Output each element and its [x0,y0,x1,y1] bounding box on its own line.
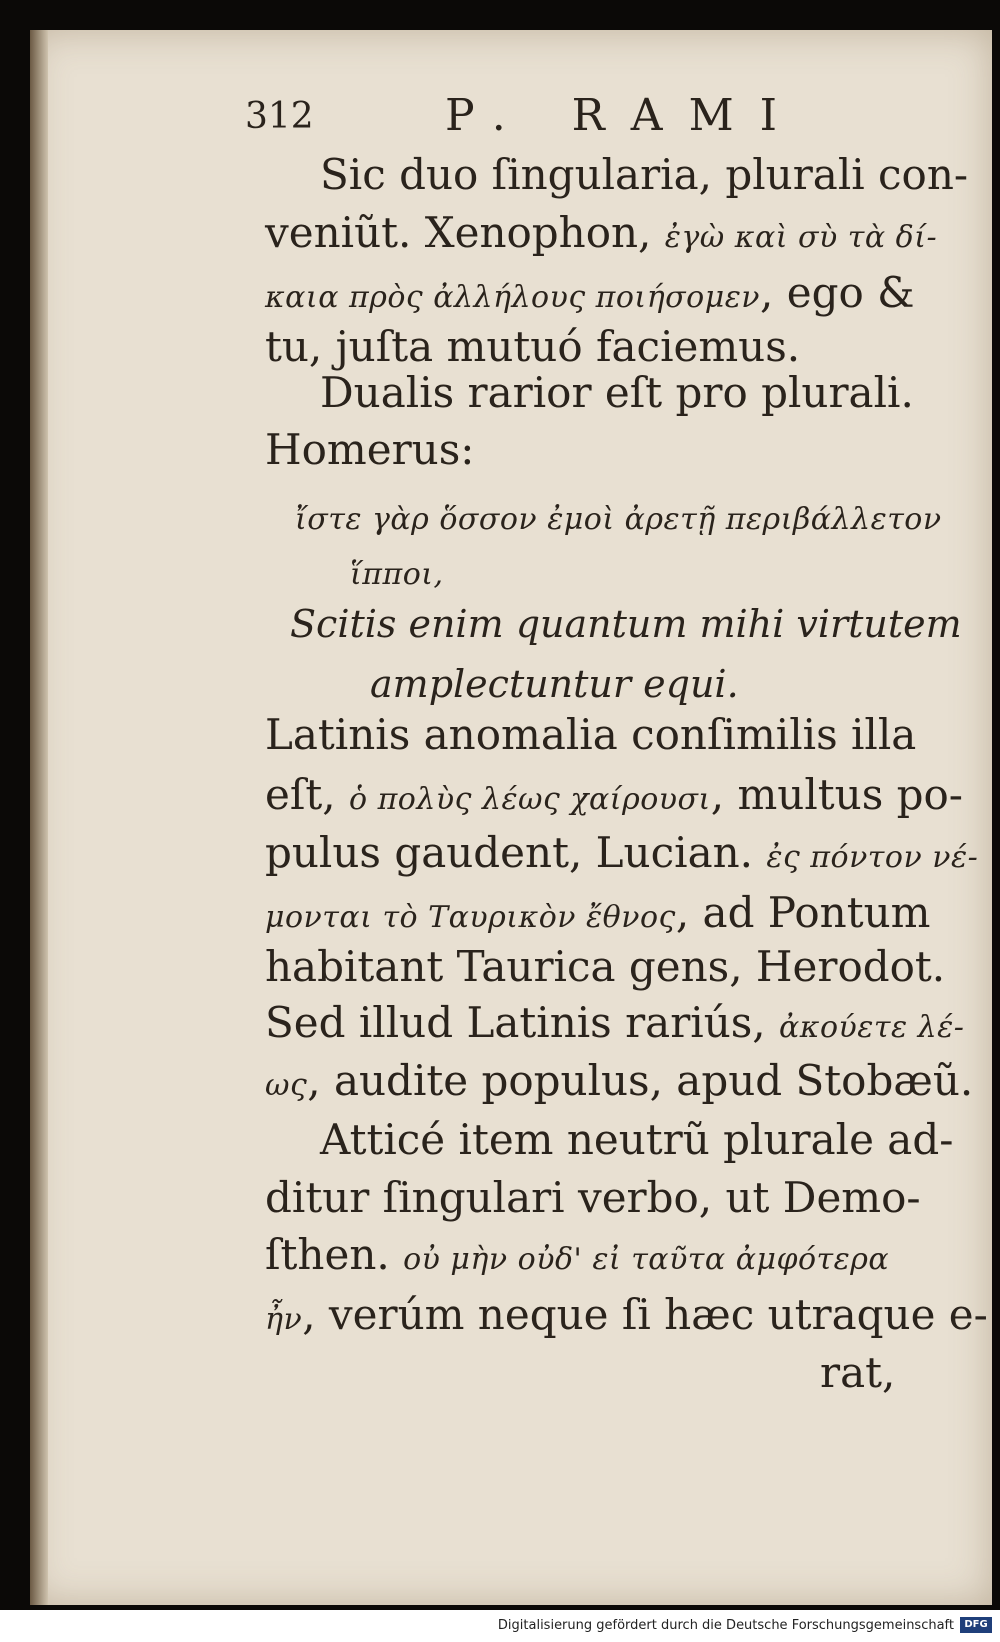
text-line [265,768,963,822]
text-line [265,708,916,762]
greek-text: ἀκούετε λέ- [779,1010,965,1045]
latin-text: habitant Taurica gens, Herodot. [265,942,946,991]
latin-text: Homerus: [265,425,475,474]
text-line [265,996,964,1050]
latin-text: Sed illud Latinis rariús, [265,998,780,1047]
latin-text: pulus gaudent, Lucian. [265,828,767,877]
text-line [265,940,945,994]
latin-text: Dualis rarior eſt pro plurali. [320,368,914,417]
running-head: P. RAMI [445,90,803,141]
latin-text: , multus po- [710,770,963,819]
text-line [320,1113,953,1167]
greek-text: ἐς πόντον νέ- [766,840,979,875]
text-line [265,1228,889,1282]
dfg-logo: DFG [960,1617,992,1633]
text-line [265,1288,988,1342]
latin-text: ditur ſingulari verbo, ut Demo- [265,1173,921,1222]
latin-text: , ad Pontum [675,888,931,937]
latin-text: Sic duo ſingularia, plurali con- [320,150,969,199]
page-number: 312 [245,96,314,137]
text-line [265,1054,973,1108]
text-line [820,1346,895,1400]
latin-text: , audite populus, apud Stobæũ. [307,1056,974,1105]
latin-text: eſt, [265,770,349,819]
page-binding-edge [30,30,48,1605]
text-line [370,656,739,710]
greek-text: μονται τὸ Ταυρικὸν ἔθνος [265,900,676,935]
latin-text: tu, juſta mutuó faciemus. [265,322,801,371]
text-line [265,1171,921,1225]
text-line [265,826,978,880]
greek-text: ἴστε γὰρ ὅσσον ἐμοὶ ἀρετῇ περιβάλλετον [295,502,942,537]
text-line [350,543,444,597]
text-line [320,366,914,420]
latin-text: Atticé item neutrũ plurale ad- [320,1115,954,1164]
greek-text: ὁ πολὺς λέως χαίρουσι [348,782,711,817]
greek-text: ως [265,1068,308,1103]
text-line [290,596,962,650]
text-line [265,423,474,477]
text-line [265,266,915,320]
greek-text: ἐγὼ καὶ σὺ τὰ δί- [664,220,938,255]
text-line [265,886,930,940]
italic-text: amplectuntur equi. [370,662,739,706]
greek-text: οὐ μὴν οὐδ' εἰ ταῦτα ἀμφότερα [403,1242,890,1277]
greek-text: ἵπποι, [350,557,444,592]
text-line [265,206,937,260]
italic-text: Scitis enim quantum mihi virtutem [290,602,962,646]
page-header [245,90,885,148]
latin-text: ſthen. [265,1230,404,1279]
latin-text: Latinis anomalia conſimilis illa [265,710,917,759]
greek-text: ἦν [265,1302,303,1337]
latin-text: veniũt. Xenophon, [265,208,665,257]
latin-text: , verúm neque ſi hæc utraque e- [302,1290,988,1339]
text-line [295,488,942,542]
latin-text: , ego & [760,268,915,317]
text-line [320,148,968,202]
funding-notice: Digitalisierung gefördert durch die Deutsche Forschungsgemeinschaft [497,1618,954,1633]
latin-text: rat, [820,1348,896,1397]
footer-bar [0,1610,1000,1642]
greek-text: καια πρὸς ἀλλήλους ποιήσομεν [265,280,761,315]
